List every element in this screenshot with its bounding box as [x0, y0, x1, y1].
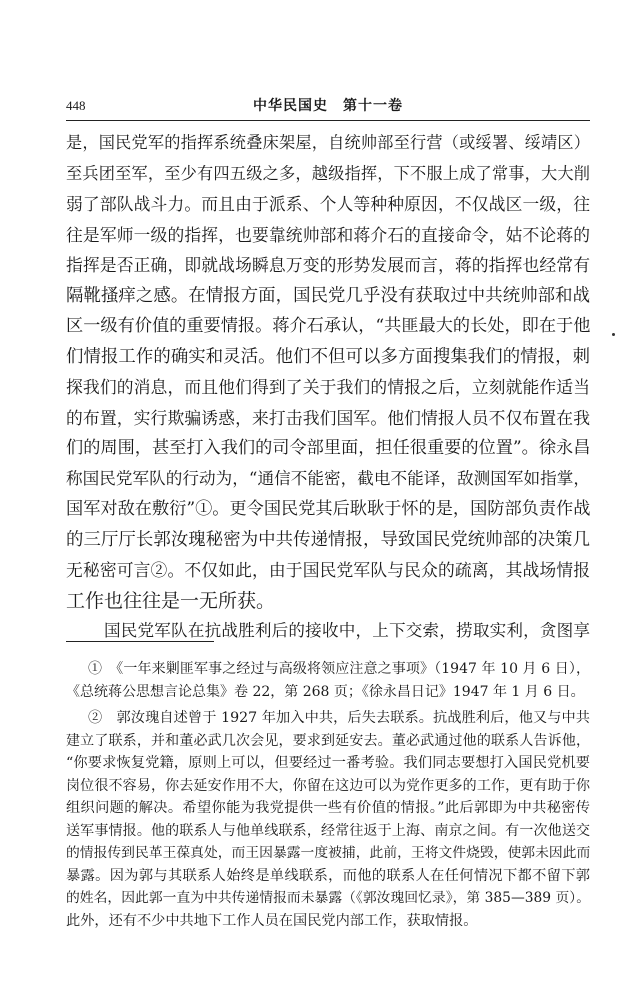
- paragraph-start: 国民党军队在抗战胜利后的接收中，上下交索，捞取实利，贪图享: [104, 621, 590, 640]
- body-text: [66, 128, 590, 647]
- text-line: 弱了部队战斗力。而且由于派系、个人等种种原因，不仅战区一级，往: [66, 194, 590, 214]
- text-line: 的三厅厅长郭汝瑰秘密为中共传递情报，导致国民党统帅部的决策几: [66, 529, 590, 550]
- footnote-2-line: ② 郭汝瑰自述曾于 1927 年加入中共，后失去联系。抗战胜利后，他又与中共: [88, 710, 590, 726]
- text-line: 工作也往往是一无所获。: [66, 589, 276, 612]
- text-line: 区一级有价值的重要情报。蒋介石承认，“共匪最大的长处，即在于他: [66, 316, 591, 336]
- text-line: 们的周围，甚至打入我们的司令部里面，担任很重要的位置”。徐永昌: [66, 438, 591, 458]
- footnote-2-line: 此外，还有不少中共地下工作人员在国民党内部工作，获取情报。: [66, 912, 478, 929]
- text-line: 至兵团至军，至少有四五级之多，越级指挥，下不服上成了常事，大大削: [66, 163, 590, 183]
- footnote-2-line: 岗位很不容易，你去延安作用不大，你留在这边可以为党作更多的工作，更有助于你: [66, 777, 590, 794]
- text-line: 往是军师一级的指挥，也要靠统帅部和蒋介石的直接命令，姑不论蒋的: [66, 224, 590, 245]
- footnotes: [66, 658, 590, 932]
- margin-dot: [612, 333, 615, 336]
- text-line: 们情报工作的确实和灵活。他们不但可以多方面搜集我们的情报，刺: [66, 346, 590, 367]
- footnote-2-line: “你要求恢复党籍，原则上可以，但要经过一番考验。我们同志要想打入国民党机要: [66, 755, 590, 771]
- text-line: 指挥是否正确，即就战场瞬息万变的形势发展而言，蒋的指挥也经常有: [66, 255, 590, 275]
- text-line: 是，国民党军的指挥系统叠床架屋，自统帅部至行营（或绥署、绥靖区）: [66, 133, 590, 152]
- page-header: [66, 96, 590, 116]
- text-line: 的布置，实行欺骗诱惑，来打击我们国军。他们情报人员不仅布置在我: [66, 407, 590, 428]
- footnote-2-line: 的情报传到民革王葆真处，而王因暴露一度被捕，此前，王将文件烧毁，使郭未因此而: [66, 845, 591, 861]
- footnote-2-line: 送军事情报。他的联系人与他单线联系，经常往返于上海、南京之间。有一次他送交: [66, 822, 590, 839]
- header-rule: [66, 120, 590, 121]
- footnote-2-line: 建立了联系，并和董必武几次会见，要求到延安去。董必武通过他的联系人告诉他，: [66, 732, 590, 749]
- running-head: 中华民国史 第十一卷: [253, 98, 403, 114]
- text-line: 称国民党军队的行动为，“通信不能密，截电不能译，敌测国军如指掌，: [66, 468, 590, 488]
- footnote-rule: [66, 641, 214, 642]
- footnote-1-line: ① 《一年来剿匪军事之经过与高级将领应注意之事项》（1947 年 10 月 6 日），: [88, 661, 590, 677]
- text-line: 国军对敌在敷衍”①。更令国民党其后耿耿于怀的是，国防部负责作战: [66, 499, 591, 519]
- footnote-1-line: 《总统蒋公思想言论总集》卷 22，第 268 页；《徐永昌日记》1947 年 1 月 6 日。: [66, 683, 585, 700]
- footnote-2-line: 的姓名，因此郭一直为中共传递情报而未暴露（《郭汝瑰回忆录》，第 385—389 页）。: [66, 890, 590, 906]
- footnote-2-line: 组织问题的解决。希望你能为我党提供一些有价值的情报。”此后郭即为中共秘密传: [66, 800, 590, 816]
- text-line: 无秘密可言②。不仅如此，由于国民党军队与民众的疏离，其战场情报: [66, 560, 590, 580]
- page-number: 448: [66, 98, 86, 113]
- text-line: 隔靴搔痒之感。在情报方面，国民党几乎没有获取过中共统帅部和战: [66, 285, 590, 306]
- text-line: 探我们的消息，而且他们得到了关于我们的情报之后，立刻就能作适当: [66, 377, 590, 397]
- footnote-2-line: 暴露。因为郭与其联系人始终是单线联系，而他的联系人在任何情况下都不留下郭: [66, 867, 590, 884]
